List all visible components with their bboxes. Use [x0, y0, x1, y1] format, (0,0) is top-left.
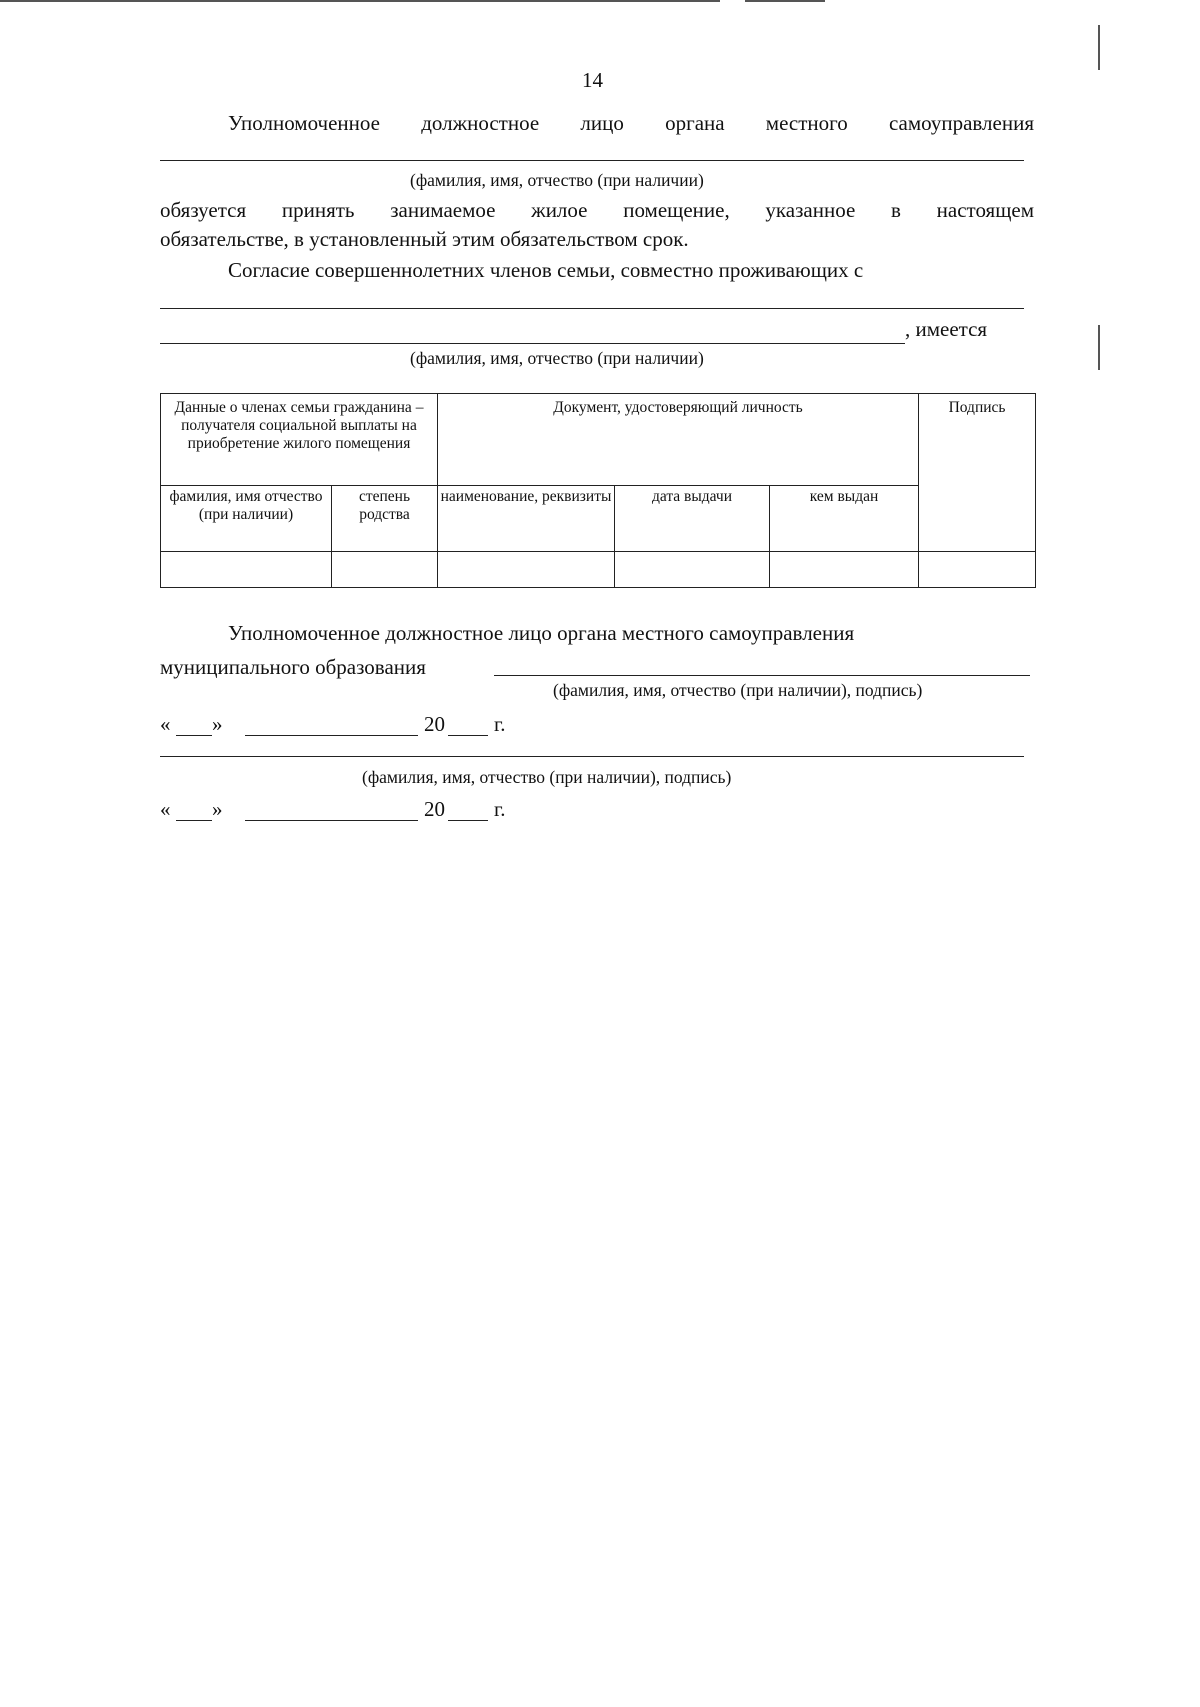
day-field-1 — [176, 735, 212, 736]
table-row — [161, 552, 1036, 588]
year-prefix-2: 20 — [424, 797, 445, 821]
family-members-table — [160, 393, 1036, 588]
family-signature-line — [160, 756, 1024, 757]
year-suffix-1: г. — [494, 712, 506, 736]
consent-suffix: , имеется — [905, 317, 988, 341]
col-issue-date: дата выдачи — [615, 486, 770, 552]
cell-relationship[interactable] — [332, 552, 438, 588]
date-open-quote-1: « — [160, 712, 171, 736]
page-number: 14 — [582, 68, 603, 92]
year-suffix-2: г. — [494, 797, 506, 821]
col-relationship: степень родства — [332, 486, 438, 552]
scan-edge-right-2 — [1098, 325, 1100, 370]
month-field-2 — [245, 820, 418, 821]
family-data-header: Данные о членах семьи гражданина – получателя социальной выплаты на приобретение жилого помещения — [161, 394, 438, 486]
scan-edge-top-right — [745, 0, 825, 2]
year-field-1 — [448, 735, 488, 736]
scan-edge-top — [0, 0, 720, 2]
col-doc-name: наименование, реквизиты — [438, 486, 615, 552]
signoff1-caption: (фамилия, имя, отчество (при наличии), подпись) — [553, 680, 923, 700]
consent-name-line-1 — [160, 308, 1024, 309]
date-close-quote-2: » — [212, 797, 223, 821]
obligation-text-line1: обязуется принять занимаемое жилое помещение, указанное в настоящем — [160, 198, 1034, 222]
signoff-heading: Уполномоченное должностное лицо органа местного самоуправления — [228, 621, 855, 645]
year-prefix-1: 20 — [424, 712, 445, 736]
col-issued-by: кем выдан — [770, 486, 919, 552]
col-full-name: фамилия, имя отчество (при наличии) — [161, 486, 332, 552]
cell-full-name[interactable] — [161, 552, 332, 588]
cell-issued-by[interactable] — [770, 552, 919, 588]
signoff2-caption: (фамилия, имя, отчество (при наличии), подпись) — [362, 767, 732, 787]
official-name-caption: (фамилия, имя, отчество (при наличии) — [410, 170, 704, 190]
date-close-quote-1: » — [212, 712, 223, 736]
municipality-label: муниципального образования — [160, 655, 426, 679]
obligation-text-line2: обязательстве, в установленный этим обязательством срок. — [160, 227, 689, 251]
consent-name-caption: (фамилия, имя, отчество (при наличии) — [410, 348, 704, 368]
month-field-1 — [245, 735, 418, 736]
day-field-2 — [176, 820, 212, 821]
date-open-quote-2: « — [160, 797, 171, 821]
consent-text: Согласие совершеннолетних членов семьи, совместно проживающих с — [228, 258, 864, 282]
cell-signature[interactable] — [919, 552, 1036, 588]
signature-header: Подпись — [919, 394, 1036, 552]
consent-name-line-2 — [160, 343, 905, 344]
municipality-signature-line — [494, 675, 1030, 676]
cell-issue-date[interactable] — [615, 552, 770, 588]
official-heading: Уполномоченное должностное лицо органа местного самоуправления — [228, 111, 1034, 135]
scan-edge-right — [1098, 25, 1100, 70]
year-field-2 — [448, 820, 488, 821]
cell-doc-name[interactable] — [438, 552, 615, 588]
official-name-line — [160, 160, 1024, 161]
identity-document-header: Документ, удостоверяющий личность — [438, 394, 919, 486]
